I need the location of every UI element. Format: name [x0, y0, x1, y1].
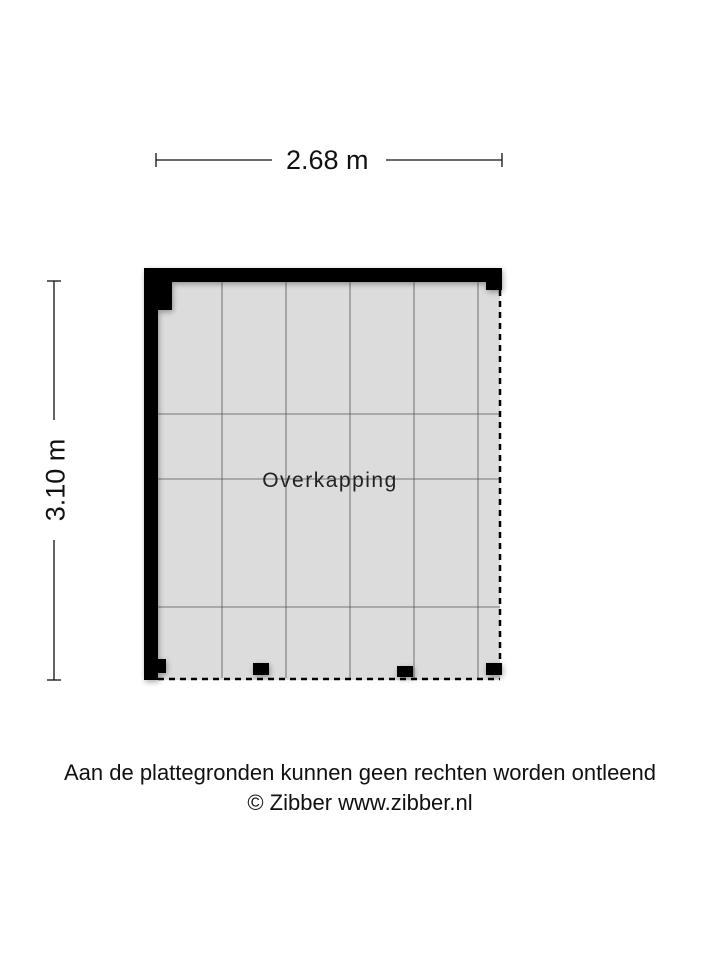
footer-copyright: © Zibber www.zibber.nl [247, 790, 473, 815]
post-top-right [486, 280, 502, 290]
top-wall [144, 268, 502, 282]
post-bottom-right [486, 663, 502, 675]
post-bottom-left [154, 659, 166, 673]
post-bottom-2 [397, 666, 413, 677]
footer-disclaimer: Aan de plattegronden kunnen geen rechten worden ontleend [63, 760, 657, 785]
room-label: Overkapping [262, 469, 398, 492]
height-dimension-label: 3.10 m [43, 433, 70, 528]
width-dimension-label: 2.68 m [280, 147, 375, 174]
left-wall [144, 268, 158, 680]
corner-post-top-left [144, 268, 172, 310]
post-bottom-1 [253, 663, 269, 675]
